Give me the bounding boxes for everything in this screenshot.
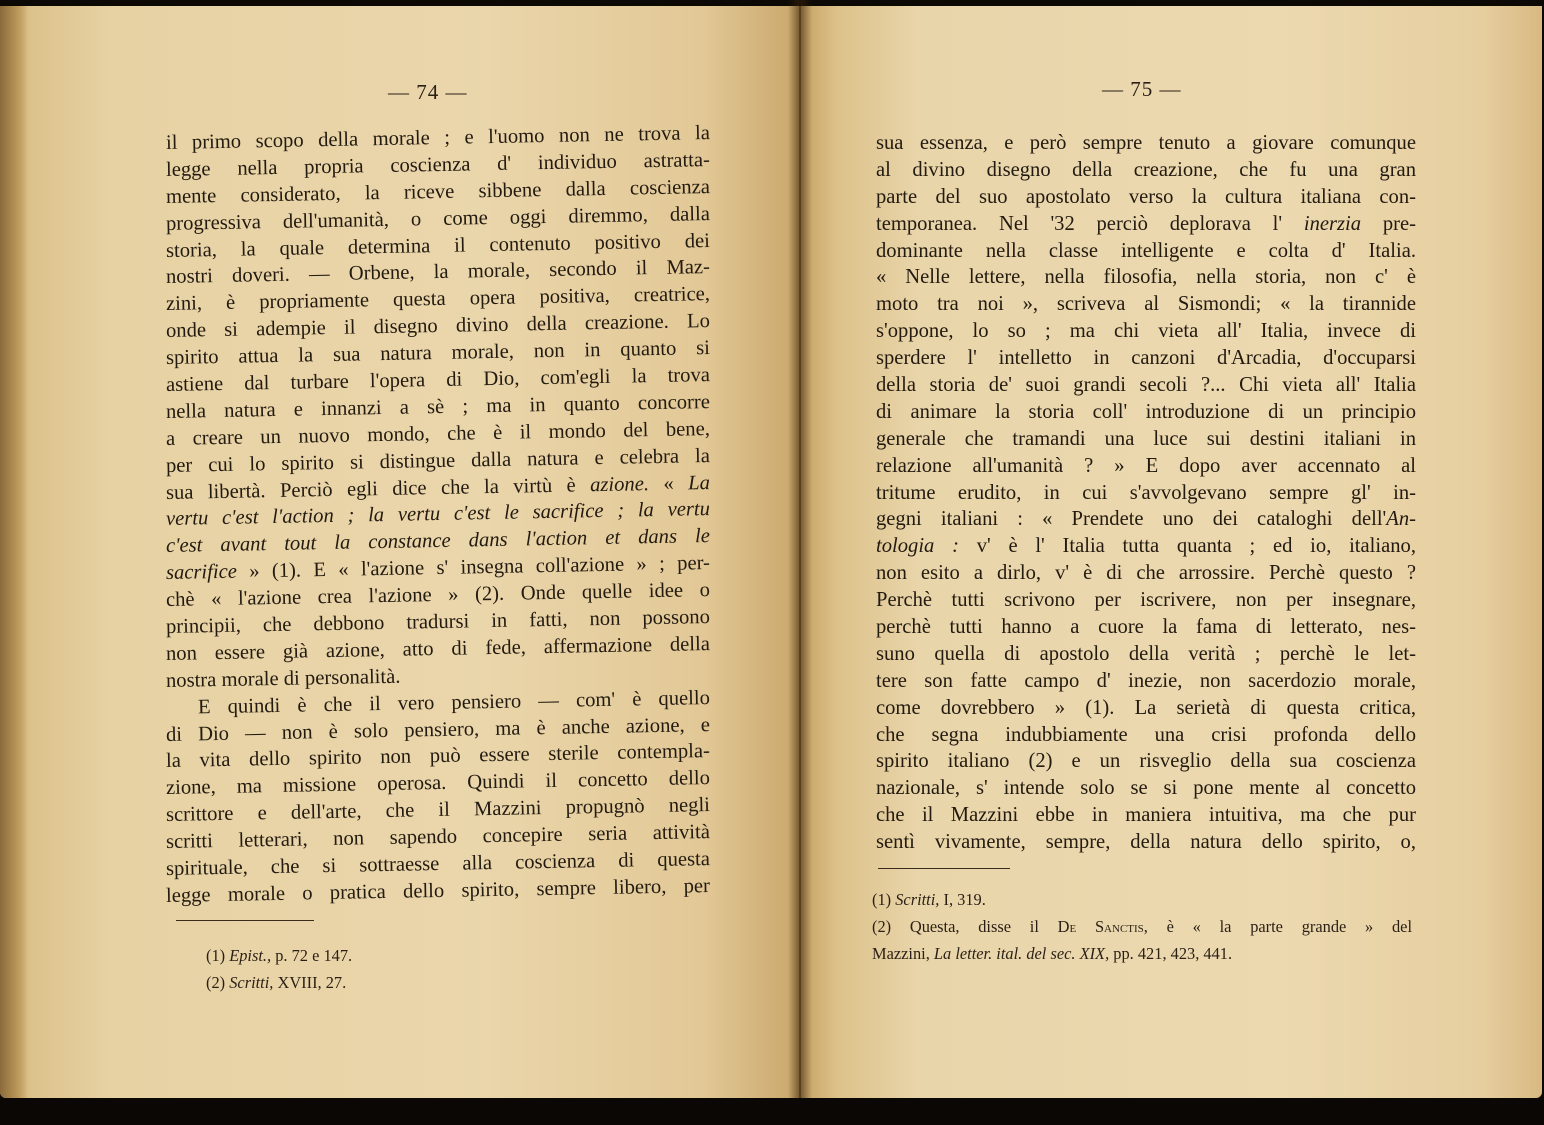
text-run: spirituale, che si sottraesse alla coscienza di questa (165, 848, 711, 881)
text-run: E quindi è che il vero pensiero — com' è quello (197, 686, 711, 719)
footnote-number: (1) (206, 946, 230, 965)
text-run: legge morale o pratica dello spirito, sempre libero, per (165, 874, 711, 907)
text-run: gegni italiani : « Prendete uno dei cataloghi dell' (876, 508, 1387, 531)
text-run: perchè tutti hanno a cuore la fama di letterato, nes- (876, 616, 1416, 639)
text-run: nostra morale di personalità. (165, 665, 401, 692)
text-run: v' è l' Italia tutta quanta ; ed io, italiano, (958, 535, 1416, 558)
text-run: tritume erudito, in cui s'avvolgevano sempre gl' in- (876, 481, 1416, 504)
left-footnotes (206, 942, 352, 996)
footnote-text: Questa, disse il (909, 917, 1058, 936)
footnote-text: pp. 421, 423, 441. (1109, 944, 1233, 963)
text-run: sua libertà. Perciò egli dice che la virtù è (165, 473, 591, 504)
text-line (876, 345, 1416, 372)
text-run: sentì vivamente, sempre, della natura dello spirito, o, (876, 831, 1416, 854)
text-run: relazione all'umanità ? » E dopo aver accennato al (876, 454, 1416, 477)
text-run: parte del suo apostolato verso la cultura italiana con- (876, 185, 1416, 208)
text-line (876, 748, 1416, 775)
text-run: scritti letterari, non sapendo concepire seria attività (165, 821, 711, 854)
italic-run: vertu c'est l'action ; la vertu c'est le sacrifice ; la vertu (165, 498, 711, 531)
text-line (876, 614, 1416, 641)
text-run: » (1). E « l'azione s' insegna coll'azione » ; per- (236, 552, 711, 583)
text-line (876, 399, 1416, 426)
footnote-text: Mazzini, (872, 944, 934, 963)
text-run: che segna indubbiamente una crisi profonda dello (876, 723, 1416, 746)
text-run: come dovrebbero » (1). La serietà di questa critica, (876, 696, 1416, 719)
text-line (876, 668, 1416, 695)
text-run: spirito italiano (2) e un risveglio della sua coscienza (876, 750, 1416, 773)
text-run: dominante nella classe intelligente e colta d' Italia. (876, 239, 1416, 262)
text-line (876, 318, 1416, 345)
footnote-italic: Scritti, (895, 890, 940, 909)
text-run: per cui lo spirito si distingue dalla natura e celebra la (165, 444, 711, 477)
footnote (872, 913, 1412, 940)
text-run: della storia de' suoi grandi secoli ?... Chi vieta all' Italia (876, 374, 1416, 397)
footnote (872, 940, 1412, 967)
text-run: mente considerato, la riceve sibbene dalla coscienza (165, 175, 711, 208)
italic-run: inerzia (1303, 212, 1362, 235)
text-run: progressiva dell'umanità, o come oggi diremmo, dalla (165, 202, 711, 235)
text-line (876, 291, 1416, 318)
text-run: temporanea. Nel '32 perciò deplorava l' (876, 212, 1304, 235)
footnote-smallcaps: De Sanctis (1057, 917, 1144, 936)
text-run: principii, che debbono tradursi in fatti, non possono (165, 606, 711, 639)
text-run: s'oppone, lo so ; ma chi vieta all' Italia, invece di (876, 320, 1416, 343)
footnote (206, 969, 352, 996)
right-page (800, 6, 1542, 1098)
text-run: al divino disegno della creazione, che fu una gran (876, 158, 1416, 181)
text-line (876, 238, 1416, 265)
text-line (876, 184, 1416, 211)
footnote-text: , è « la parte grande » del (1143, 917, 1413, 936)
text-line (876, 829, 1416, 856)
text-line (876, 157, 1416, 184)
text-run: chè « l'azione crea l'azione » (2). Onde quelle idee o (165, 579, 711, 612)
text-run: moto tra noi », scriveva al Sismondi; « la tirannide (876, 293, 1416, 316)
footnote-italic: La letter. ital. del sec. XIX, (933, 944, 1110, 963)
text-run: zione, ma missione operosa. Quindi il concetto dello (165, 767, 711, 800)
text-line (876, 372, 1416, 399)
right-footnotes (872, 886, 1412, 967)
text-line (876, 802, 1416, 829)
text-line (876, 587, 1416, 614)
text-run: che il Mazzini ebbe in maniera intuitiva, ma che pur (876, 804, 1416, 827)
italic-run: La (687, 471, 711, 495)
left-body-text (165, 122, 711, 910)
text-run: onde si adempie il disegno divino della creazione. Lo (165, 310, 711, 343)
footnote-text: I, 319. (939, 890, 986, 909)
page-number-right: — 75 — (1102, 77, 1182, 101)
text-run: sua essenza, e però sempre tenuto a giovare comunque (876, 132, 1416, 154)
text-line (876, 560, 1416, 587)
text-run: non esito a dirlo, v' è di che arrossire. Perchè questo ? (876, 562, 1416, 585)
text-run: il primo scopo della morale ; e l'uomo non ne trova la (165, 122, 711, 154)
text-run: « Nelle lettere, nella filosofia, nella storia, non c' è (876, 266, 1416, 289)
text-line (876, 506, 1416, 533)
italic-run: tologia : (876, 535, 959, 558)
text-line (876, 695, 1416, 722)
text-run: storia, la quale determina il contenuto positivo dei (165, 229, 711, 262)
text-run: « (648, 472, 689, 495)
text-run: di animare la storia coll' introduzione di un principio (876, 400, 1416, 423)
text-run: scrittore e dell'arte, che il Mazzini propugnò negli (165, 794, 711, 827)
footnote-text: XVIII, 27. (273, 973, 347, 992)
background-shadow (0, 1098, 1544, 1125)
text-run: nostri doveri. — Orbene, la morale, secondo il Maz- (165, 256, 711, 289)
page-number-left: — 74 — (388, 80, 468, 104)
text-run: spirito attua la sua natura morale, non in quanto si (165, 337, 711, 370)
text-run: legge nella propria coscienza d' individuo astratta- (165, 148, 711, 181)
text-run: nazionale, s' intende solo se si pone mente al concetto (876, 777, 1416, 800)
text-line (876, 533, 1416, 560)
book-gutter (788, 0, 812, 1100)
text-line (876, 264, 1416, 291)
text-line (876, 453, 1416, 480)
footnote-rule-right (878, 868, 1010, 869)
text-run: sperdere l' intelletto in canzoni d'Arcadia, d'occuparsi (876, 347, 1416, 370)
page-edge (0, 6, 28, 1098)
text-line (876, 480, 1416, 507)
italic-run: sacrifice (165, 560, 238, 585)
italic-run: An- (1386, 508, 1416, 531)
text-run: tere son fatte campo d' inezie, non sacerdozio morale, (876, 669, 1416, 692)
left-page (0, 6, 800, 1098)
text-line (876, 722, 1416, 749)
text-run: a creare un nuovo mondo, che è il mondo del bene, (165, 417, 711, 450)
text-line (876, 775, 1416, 802)
text-run: generale che tramandi una luce sui destini italiani in (876, 427, 1416, 450)
text-run: di Dio — non è solo pensiero, ma è anche azione, e (165, 713, 711, 746)
footnote-rule-left (176, 920, 314, 921)
italic-run: c'est avant tout la constance dans l'action et dans le (165, 525, 711, 558)
footnote-number: (1) (872, 890, 896, 909)
text-run: astiene dal turbare l'opera di Dio, com'egli la trova (165, 364, 711, 397)
text-run: zini, è propriamente questa opera positiva, creatrice, (165, 283, 711, 316)
text-line (876, 641, 1416, 668)
footnote-text: p. 72 e 147. (271, 946, 353, 965)
text-run: Perchè tutti scrivono per iscrivere, non per insegnare, (876, 589, 1416, 612)
text-line (876, 426, 1416, 453)
text-line (876, 211, 1416, 238)
text-run: la vita dello spirito non può essere sterile contempla- (165, 740, 711, 773)
text-run: nella natura e innanzi a sè ; ma in quanto concorre (165, 390, 711, 423)
footnote (206, 942, 352, 969)
footnote (872, 886, 1412, 913)
footnote-italic: Scritti, (229, 973, 274, 992)
footnote-italic: Epist., (229, 946, 272, 965)
text-run: non essere già azione, atto di fede, affermazione della (165, 632, 711, 665)
right-body-text (876, 130, 1416, 856)
text-run: pre- (1361, 212, 1416, 235)
italic-run: azione. (589, 472, 650, 496)
footnote-number: (2) (872, 917, 910, 936)
text-run: suno quella di apostolo della verità ; perchè le let- (876, 642, 1416, 665)
text-line (876, 130, 1416, 157)
footnote-number: (2) (206, 973, 230, 992)
